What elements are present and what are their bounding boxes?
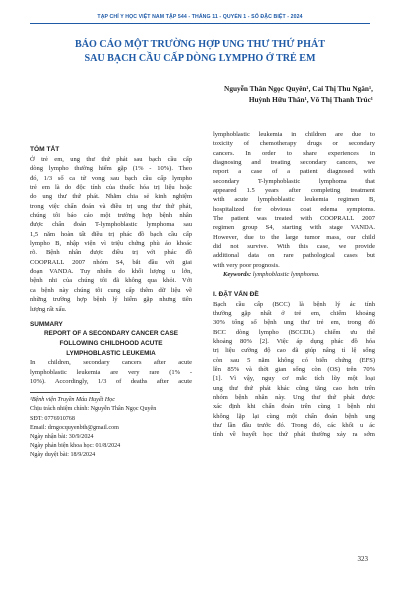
author-line: Nguyễn Thân Ngọc Quyên¹, Cai Thị Thu Ngân¹, bbox=[224, 84, 373, 93]
summary-body-left bbox=[30, 358, 192, 386]
summary-line: appeared 1.5 years after completing treatment bbox=[213, 187, 375, 195]
abstract-line: do ung thư thứ phát. Nhằm chia sẻ kinh nghiệm bbox=[30, 193, 192, 201]
intro-line: xác định khi chẩn đoán trên cùng 1 bệnh nhi bbox=[213, 403, 375, 411]
abstract-line: lượng rất xấu. bbox=[30, 305, 67, 313]
summary-title-line: REPORT OF A SECONDARY CANCER CASE bbox=[43, 330, 179, 338]
abstract-line: dòng lympho thường hiếm gặp (1% - 10%). Theo bbox=[30, 165, 192, 173]
intro-line: [1]. Vì vậy, nguy cơ mắc tích lũy một loại bbox=[213, 375, 375, 383]
footnote-line: Chịu trách nhiệm chính: Nguyễn Thân Ngọc Quyên bbox=[30, 406, 157, 413]
intro-line: không lặp lại cùng một chẩn đoán bệnh ung bbox=[213, 412, 375, 420]
abstract-line: ca bệnh này chúng tôi cung cấp thêm dữ liệu về bbox=[30, 286, 192, 294]
keywords bbox=[213, 270, 375, 279]
header-rule bbox=[30, 23, 370, 24]
intro-line: nhóm bệnh nhân này. Ung thư thứ phát được bbox=[213, 393, 375, 401]
title-line: SAU BẠCH CẦU CẤP DÒNG LYMPHO Ở TRẺ EM bbox=[84, 52, 316, 64]
footnote-line: SĐT: 0776910768 bbox=[30, 415, 75, 422]
intro-line: thường gặp nhất ở trẻ em, chiếm khoảng bbox=[213, 309, 375, 317]
abstract-line: 1,5 năm hoàn tất điều trị phác đồ bạch cầu cấp bbox=[30, 230, 192, 238]
summary-title-line: FOLLOWING CHILDHOOD ACUTE bbox=[59, 340, 163, 348]
summary-line: with very poor prognosis. bbox=[213, 261, 280, 269]
right-column bbox=[213, 130, 375, 440]
summary-line: secondary T-lymphoblastic lymphoma that bbox=[213, 177, 375, 185]
intro-line: còn sau 5 năm không có biến chứng (EFS) bbox=[213, 356, 375, 364]
summary-line: did not survive. With this case, we provide bbox=[213, 243, 375, 251]
abstract-line: trong việc chẩn đoán và điều trị ung thư thứ phát, bbox=[30, 202, 192, 210]
summary-line: report a case of a patient diagnosed with bbox=[213, 168, 375, 176]
footnote-rule bbox=[30, 392, 100, 393]
summary-line: additional data on rare pathological cases but bbox=[213, 252, 375, 260]
abstract-line: đoạn VANDA. Tuy nhiên do khối lượng u lớn, bbox=[30, 268, 192, 276]
footnotes bbox=[30, 396, 192, 460]
abstract-body bbox=[30, 155, 192, 314]
summary-line: lymphoblastic leukemia are very rare (1% - bbox=[30, 368, 192, 376]
summary-line: lymphoblastic leukemia in children are due to bbox=[213, 131, 375, 138]
abstract-line: những trường hợp bệnh lý hiếm gặp nhưng tiên bbox=[30, 296, 192, 304]
summary-line: The patient was treated with COOPRALL 2007 bbox=[213, 215, 375, 223]
footnote-line: Ngày phản biện khoa học: 01/8/2024 bbox=[30, 443, 121, 450]
intro-line: thư lần đầu trước đó. Trong đó, các khối u ác bbox=[213, 421, 375, 429]
abstract-line: chúng tôi báo cáo một trường hợp bệnh nhân bbox=[30, 212, 192, 220]
abstract-heading: TÓM TẮT bbox=[30, 146, 60, 153]
journal-header: TẠP CHÍ Y HỌC VIỆT NAM TẬP 544 - THÁNG 11 - QUYỂN 1 - SỐ ĐẶC BIỆT - 2024 bbox=[97, 14, 303, 20]
intro-line: ung thư thứ phát khác cũng tăng cao hơn trên bbox=[213, 384, 375, 392]
summary-line: In children, secondary cancers after acute bbox=[30, 359, 192, 367]
left-column bbox=[30, 144, 192, 461]
footnote-email: Email: drngocquyenbth@gmail.com bbox=[30, 424, 119, 431]
intro-heading: I. ĐẶT VẤN ĐỀ bbox=[213, 290, 259, 298]
intro-body bbox=[213, 300, 375, 440]
abstract-line: được chẩn đoán T-lymphoblastic lymphoma sau bbox=[30, 221, 192, 229]
abstract-line: lympho B, nhập viện vì triệu chứng phù áo khoác bbox=[30, 240, 192, 248]
intro-line: trị liệu cường độ cao đã giúp nâng tỉ lệ sống bbox=[213, 347, 375, 355]
page-number: 323 bbox=[357, 555, 368, 563]
abstract-line: rõ. Bệnh nhân được điều trị với phác đồ bbox=[30, 249, 192, 257]
summary-line: cancers. In order to share experiences in bbox=[213, 149, 375, 157]
summary-body-right bbox=[213, 130, 375, 270]
abstract-line: Ở trẻ em, ung thư thứ phát sau bạch cầu cấp bbox=[30, 156, 192, 163]
intro-line: Bạch cầu cấp (BCC) là bệnh lý ác tính bbox=[213, 300, 375, 308]
summary-heading: SUMMARY bbox=[30, 320, 63, 328]
author-list bbox=[153, 83, 373, 105]
keywords-value: lymphoblastic lymphoma. bbox=[252, 271, 320, 279]
summary-line: However, due to the large tumor mass, our child bbox=[213, 233, 375, 241]
footnote-line: Ngày nhận bài: 30/9/2024 bbox=[30, 434, 94, 441]
summary-title-line: LYMPHOBLASTIC LEUKEMIA bbox=[66, 349, 156, 357]
summary-line: regimen group S4, starting with stage VANDA. bbox=[213, 224, 375, 232]
summary-line: diagnosing and treating secondary cancers, we bbox=[213, 159, 375, 167]
intro-line: khoảng 80% [2]. Việc áp dụng phác đồ hóa bbox=[213, 337, 375, 345]
abstract-line: COOPRALL 2007 nhóm S4, bắt đầu với giai bbox=[30, 258, 192, 266]
intro-line: 30% tổng số bệnh ung thư trẻ em, trong đó bbox=[213, 319, 375, 327]
intro-line: tính về huyết học thứ phát thường xảy ra sớm bbox=[213, 431, 375, 439]
summary-line: hospitalized for obvious coat edema symptoms. bbox=[213, 205, 375, 213]
summary-line: 10%). Accordingly, 1/3 of deaths after acute bbox=[30, 377, 192, 385]
abstract-line: bệnh nhi của chúng tôi đã không qua khỏi. Với bbox=[30, 277, 192, 285]
summary-block-heading bbox=[30, 320, 192, 358]
author-line: Huỳnh Hữu Thân¹, Võ Thị Thanh Trúc¹ bbox=[248, 95, 373, 104]
summary-line: with acute lymphoblastic leukemia regimen B, bbox=[213, 196, 375, 204]
intro-line: BCC dòng lympho (BCCDL) chiếm ưu thế bbox=[213, 328, 375, 336]
intro-line: lên 85% và thời gian sống còn (OS) trên 70% bbox=[213, 365, 375, 373]
article-title bbox=[20, 38, 380, 65]
title-line: BÁO CÁO MỘT TRƯỜNG HỢP UNG THƯ THỨ PHÁT bbox=[75, 39, 325, 50]
summary-line: toxicity of chemotherapy drugs or secondary bbox=[213, 140, 375, 148]
footnote-line: Ngày duyệt bài: 18/9/2024 bbox=[30, 452, 96, 459]
abstract-line: đó, 1/3 số ca tử vong sau bạch cầu cấp lympho bbox=[30, 174, 192, 182]
keywords-label: Keywords: bbox=[223, 271, 252, 279]
footnote-affiliation: ¹Bệnh viện Truyền Máu Huyết Học bbox=[30, 397, 115, 404]
abstract-line: trẻ em là do độc tính của thuốc hóa trị liệu hoặc bbox=[30, 184, 192, 192]
